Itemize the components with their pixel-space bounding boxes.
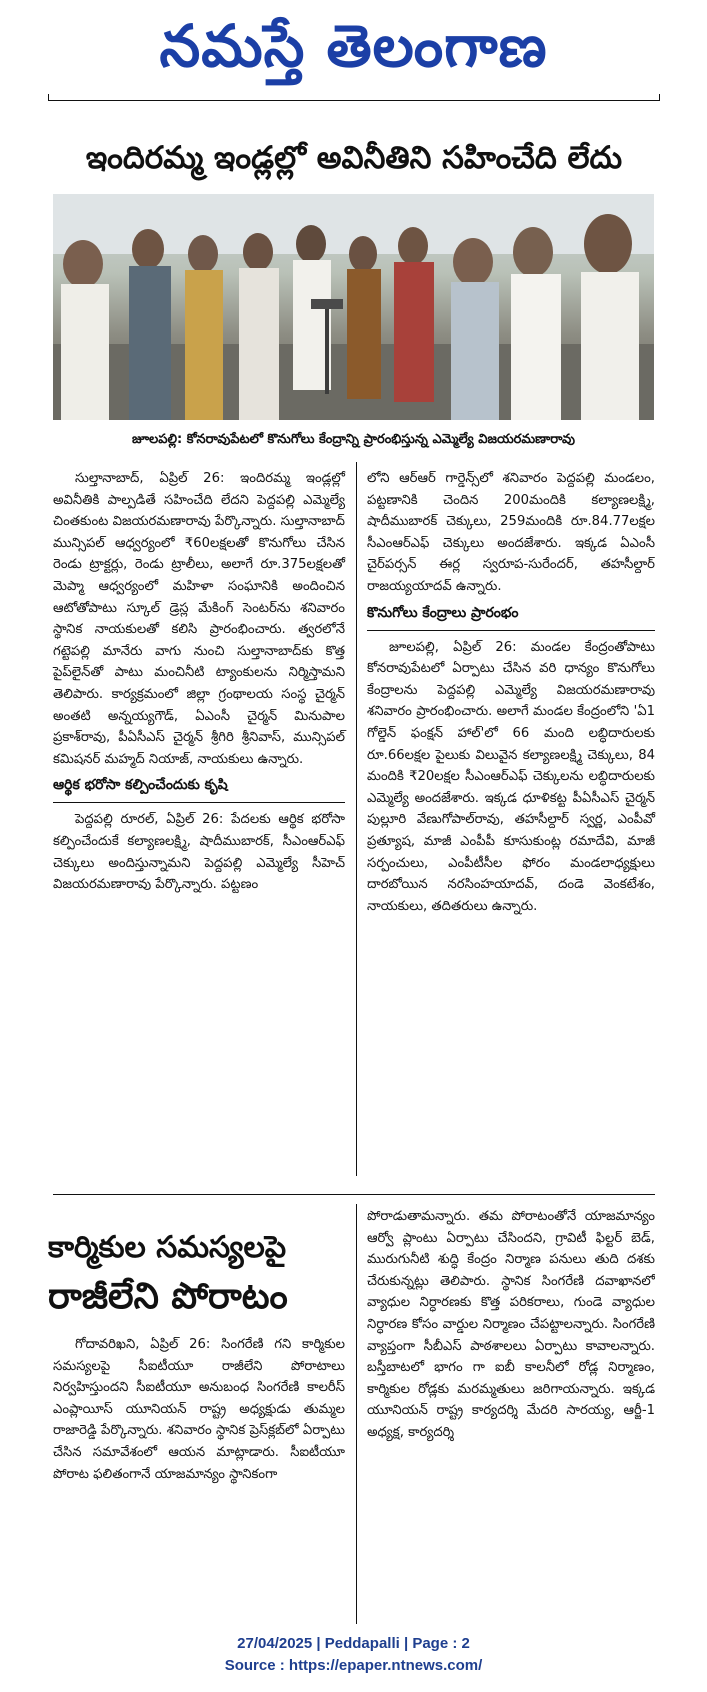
subheading-underline — [53, 802, 345, 803]
masthead-rule-right-tick — [659, 94, 660, 101]
article1-column-2 — [367, 468, 655, 919]
article2-column-1 — [53, 1334, 345, 1626]
article1-col2-paragraph-2: జూలపల్లి, ఏప్రిల్ 26: మండల కేంద్రంతోపాటు కోనరావుపేటలో ఏర్పాటు చేసిన వరి ధాన్యం కొనుగోలు కేంద్రాలను పెద్దపల్లి ఎమ్మెల్యే విజయరమణారావు శనివారం ప్రారంభించారు. అలాగే మండల కేంద్రంలోని 'ఏ1 గోల్డెన్ ఫంక్షన్ హాల్'లో 66 మంది లబ్ధిదారులకు రూ.66లక్షల పైలుకు విలువైన కల్యాణలక్ష్మి చెక్కులు, 84 మందికి ₹20లక్షల సీఎంఆర్‌ఎఫ్ చెక్కులను లబ్ధిదారులకు ఎమ్మెల్యే అందజేశారు. ఇక్కడ ధూళికట్ట పీఏసీఎస్ చైర్మన్ పుల్లూరి వేణుగోపాల్‌రావు, తహసీల్దార్ స్వర్ణ, ఎంపీవో ప్రత్యూష, మాజీ ఎంపీపీ కూసుకుంట్ల రమాదేవి, మాజీ సర్పంచులు, ఎంపీటీసీల ఫోరం మండలాధ్యక్షులు దారబోయిన నరసింహయాదవ్, దండె వెంకటేశం, నాయకులు, తదితరులు ఉన్నారు. — [367, 639, 655, 914]
column-divider — [356, 1204, 357, 1624]
newspaper-title: నమస్తే తెలంగాణ — [159, 12, 548, 80]
article2-col2-paragraph-1: పోరాడుతామన్నారు. తమ పోరాటంతోనే యాజమాన్యం ఆర్వో ప్లాంటు ఏర్పాటు చేసిందని, గ్రావిటీ ఫిల్టర్ బెడ్, మురుగునీటి శుద్ధి కేంద్రం నిర్మాణ పనులు తుది దశకు చేరుకున్నట్లు తెలిపారు. స్థానిక సింగరేణి దవాఖానలో వ్యాధుల నిర్ధారణకు కొత్త పరికరాలు, గుండె వ్యాధుల నిర్ధారణ కోసం వార్డుల నిర్మాణం చేపట్టాలన్నారు. సింగరేణి వ్యాప్తంగా సీబీఎస్ పాఠశాలలు ఏర్పాటు కావాలన్నారు. బస్తీబాటలో భాగం గా ఐబీ కాలనీలో రోడ్ల నిర్మాణం, కార్మికుల రోడ్లకు మరమ్మతులు జరిగాయన్నారు. ఇక్కడ యూనియన్ రాష్ట్ర కార్యదర్శి మేదరి సారయ్య, ఆర్జీ-1 అధ్యక్ష, కార్యదర్శి — [367, 1209, 655, 1440]
article1-col1-paragraph-2: పెద్దపల్లి రూరల్, ఏప్రిల్ 26: పేదలకు ఆర్థిక భరోసా కల్పించేందుకే కల్యాణలక్ష్మి, షాదీముబారక్, సీఎంఆర్‌ఎఫ్ చెక్కులు అందిస్తున్నామని పెద్దపల్లి ఎమ్మెల్యే సీహెచ్ విజయరమణారావు పేర్కొన్నారు. పట్టణం — [53, 812, 345, 893]
article2-column-2 — [367, 1206, 655, 1626]
news-photo — [53, 194, 654, 420]
article1-col2-subheading: కొనుగోలు కేంద్రాలు ప్రారంభం — [367, 604, 519, 621]
article2-headline-line-1: కార్మికుల సమస్యలపై — [48, 1230, 287, 1265]
article1-col2-paragraph-1: లోని ఆర్‌ఆర్ గార్డెన్స్‌లో శనివారం పెద్దపల్లి మండలం, పట్టణానికి చెందిన 200మందికి కల్యాణలక్ష్మి, షాదీముబారక్ చెక్కులు, 259మందికి రూ.84.77లక్షల సీఎంఆర్‌ఎఫ్ చెక్కులు అందజేశారు. ఇక్కడ ఏఎంసీ చైర్‌పర్సన్ ఈర్ల స్వరూప-సురేందర్, తహసీల్దార్ రాజయ్యయాదవ్ ఉన్నారు. — [367, 471, 655, 594]
article-separator-rule — [53, 1194, 655, 1195]
masthead — [0, 0, 707, 90]
masthead-rule — [48, 100, 660, 101]
article1-col1-subheading: ఆర్థిక భరోసా కల్పించేందుకు కృషి — [53, 777, 228, 794]
subheading-underline — [367, 630, 655, 631]
article1-column-1 — [53, 468, 345, 898]
column-divider — [356, 462, 357, 1176]
photo-caption: జూలపల్లి: కోనరావుపేటలో కొనుగోలు కేంద్రాన్ని ప్రారంభిస్తున్న ఎమ్మెల్యే విజయరమణారావు — [131, 432, 576, 447]
footer-date-line: 27/04/2025 | Peddapalli | Page : 2 — [237, 1635, 470, 1652]
article-headline: ఇందిరమ్మ ఇండ్లల్లో అవినీతిని సహించేది లేదు — [85, 140, 623, 176]
article2-col1-paragraph-1: గోదావరిఖని, ఏప్రిల్ 26: సింగరేణి గని కార్మికుల సమస్యలపై సీఐటీయూ రాజీలేని పోరాటాలు నిర్వహిస్తుందని సీఐటీయూ అనుబంధ సింగరేణి కాలరీస్ ఎంప్లాయీస్ యూనియన్ రాష్ట్ర అధ్యక్షుడు తుమ్మల రాజారెడ్డి పేర్కొన్నారు. శనివారం స్థానిక ప్రెస్‌క్లబ్‌లో ఏర్పాటు చేసిన సమావేశంలో ఆయన మాట్లాడారు. సీఐటీయూ పోరాట ఫలితంగానే యాజమాన్యం స్థానికంగా — [53, 1337, 345, 1482]
footer-source-line: Source : https://epaper.ntnews.com/ — [224, 1657, 483, 1674]
crowd-photo-illustration — [53, 194, 654, 420]
masthead-rule-left-tick — [48, 94, 49, 101]
article2-headline-line-2: రాజీలేని పోరాటం — [48, 1276, 288, 1317]
article1-col1-paragraph-1: సుల్తానాబాద్, ఏప్రిల్ 26: ఇందిరమ్మ ఇండ్లల్లో అవినీతికి పాల్పడితే సహించేది లేదని పెద్దపల్లి ఎమ్మెల్యే చింతకుంట విజయరమణారావు పేర్కొన్నారు. సుల్తానాబాద్ మున్సిపల్ ఆధ్వర్యంలో ₹60లక్షలతో కొనుగోలు చేసిన రెండు ట్రాక్టర్లు, రెండు ట్రాలీలు, అలాగే రూ.375లక్షలతో మెప్మా ఆధ్వర్యంలో మహిళా సంఘానికి అందించిన ఆటోతోపాటు స్కూల్ డ్రెస్ల మేకింగ్ సెంటర్‌ను శనివారం స్థానిక నాయకులతో కలిసి ప్రారంభించారు. త్వరలోనే గట్టెపల్లి మానేరు వాగు నుంచి సుల్తానాబాద్‌కు కొత్త పైప్‌లైన్‌తో పాటు మంచినీటి ట్యాంకులను నిర్మిస్తామని తెలిపారు. కార్యక్రమంలో జిల్లా గ్రంథాలయ సంస్థ చైర్మన్ అంతటి అన్నయ్యగౌడ్, ఏఎంసీ చైర్మన్ మినుపాల ప్రకాశ్‌రావు, పీఏసీఎస్ చైర్మన్ శ్రీగిరి శ్రీనివాస్, మున్సిపల్ కమిషనర్ మహ్మద్ నియాజ్, నాయకులు ఉన్నారు. — [53, 471, 345, 767]
